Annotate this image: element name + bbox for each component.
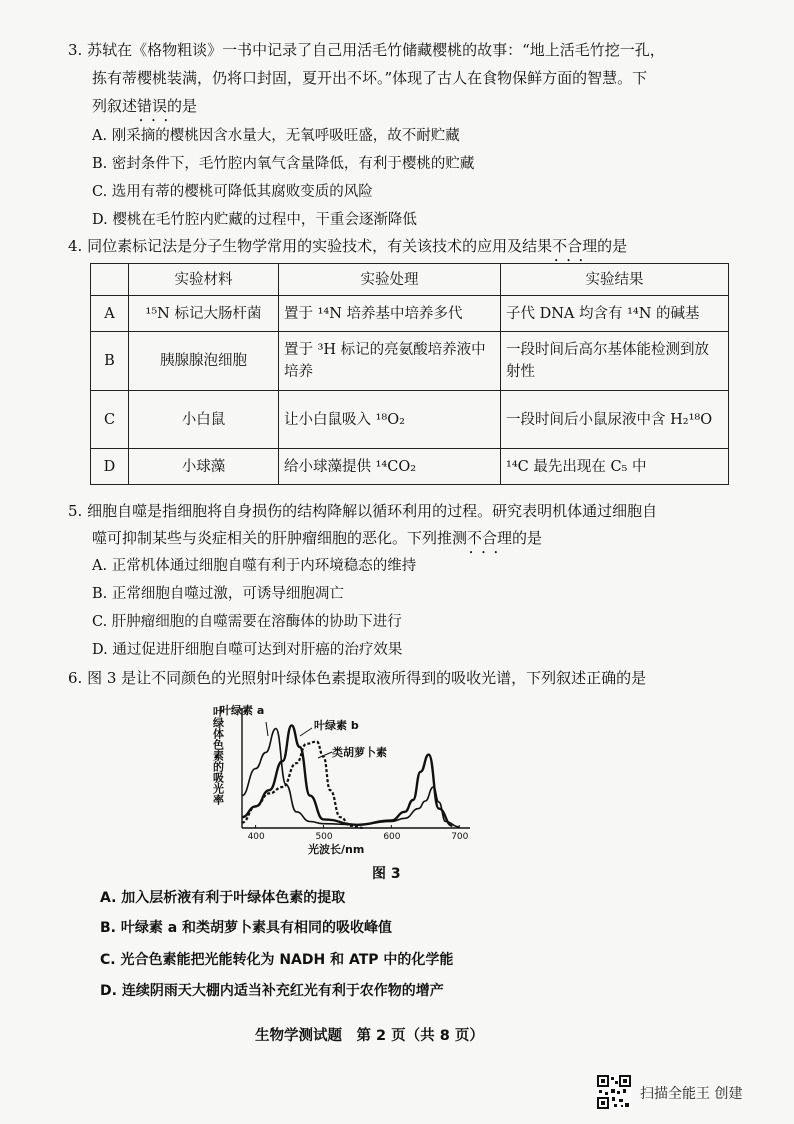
q3-stem-post: 的是: [167, 97, 198, 115]
q3-stem-line1: 3. 苏轼在《格物粗谈》一书中记录了自己用活毛竹储藏樱桃的故事：“地上活毛竹挖一孔，: [68, 41, 665, 59]
q5-stem-pre: 噬可抑制某些与炎症相关的肝肿瘤细胞的恶化。下列推测: [92, 529, 468, 547]
q6-option-d[interactable]: D. 连续阴雨天大棚内适当补充红光有利于农作物的增产: [100, 983, 444, 999]
page-footer: 生物学测试题 第 2 页（共 8 页）: [255, 1028, 484, 1044]
row-letter: D: [91, 449, 129, 485]
qr-code-icon: [597, 1075, 631, 1109]
table-row[interactable]: [91, 296, 729, 332]
q5-stem-line1: 5. 细胞自噬是指细胞将自身损伤的结构降解以循环利用的过程。研究表明机体通过细胞自: [68, 502, 658, 520]
q4-stem: [68, 236, 627, 256]
q3-option-b[interactable]: B. 密封条件下，毛竹腔内氧气含量降低，有利于樱桃的贮藏: [92, 156, 475, 172]
q5-option-d[interactable]: D. 通过促进肝细胞自噬可达到对肝癌的治疗效果: [92, 642, 403, 658]
q5-option-b[interactable]: B. 正常细胞自噬过激，可诱导细胞凋亡: [92, 586, 344, 602]
row-letter: C: [91, 390, 129, 449]
row-material: 小白鼠: [129, 390, 279, 449]
q5-stem-line2: [92, 528, 542, 548]
row-result: 一段时间后小鼠尿液中含 H₂¹⁸O: [501, 390, 729, 449]
table-row[interactable]: [91, 449, 729, 485]
q6-stem: 6. 图 3 是让不同颜色的光照射叶绿体色素提取液所得到的吸收光谱，下列叙述正确的是: [68, 669, 647, 687]
scanner-watermark: 扫描全能王 创建: [640, 1086, 743, 1102]
table-header-cell: [91, 264, 129, 296]
experiment-table: [90, 263, 729, 485]
q4-stem-post: 的是: [597, 237, 628, 255]
q5-emphasis: 不合理 • • •: [467, 528, 512, 548]
x-tick-label: 600: [383, 832, 401, 842]
x-tick-label: 500: [315, 832, 333, 842]
q3-stem-line2: 拣有蒂樱桃装满，仍将口封固，夏开出不坏。”体现了古人在食物保鲜方面的智慧。下: [92, 69, 648, 87]
q5-option-a[interactable]: A. 正常机体通过细胞自噬有利于内环境稳态的维持: [92, 558, 417, 574]
x-axis-label: 光波长/nm: [308, 843, 365, 856]
row-material: 小球藻: [129, 449, 279, 485]
row-letter: A: [91, 296, 129, 332]
y-axis-label: 叶绿体色素的吸光率: [211, 706, 225, 805]
q5-stem-post: 的是: [512, 529, 543, 547]
row-material: 胰腺腺泡细胞: [129, 332, 279, 391]
pointer-line-a: [266, 722, 268, 736]
figure-caption: 图 3: [372, 866, 401, 882]
q3-option-d[interactable]: D. 樱桃在毛竹腔内贮藏的过程中，干重会逐渐降低: [92, 212, 417, 228]
pointer-line-b: [300, 728, 312, 736]
label-chlorophyll-b: 叶绿素 b: [314, 719, 359, 732]
row-treatment: 置于 ³H 标记的亮氨酸培养液中培养: [279, 332, 501, 391]
q3-stem-pre: 列叙述: [92, 97, 138, 115]
q6-option-a[interactable]: A. 加入层析液有利于叶绿体色素的提取: [100, 890, 346, 906]
table-header-cell: 实验材料: [129, 264, 279, 296]
q4-stem-pre: 4. 同位素标记法是分子生物学常用的实验技术，有关该技术的应用及结果: [68, 237, 553, 255]
row-result: 子代 DNA 均含有 ¹⁴N 的碱基: [501, 296, 729, 332]
q3-option-a[interactable]: A. 刚采摘的樱桃因含水量大，无氧呼吸旺盛，故不耐贮藏: [92, 128, 460, 144]
q4-emphasis: 不合理 • • •: [552, 236, 597, 256]
x-tick-label: 400: [247, 832, 265, 842]
x-tick-label: 700: [451, 832, 469, 842]
row-treatment: 让小白鼠吸入 ¹⁸O₂: [279, 390, 501, 449]
table-header-row: [91, 264, 729, 296]
row-result: ¹⁴C 最先出现在 C₅ 中: [501, 449, 729, 485]
q3-emphasis: 错误 • • •: [137, 96, 167, 116]
row-treatment: 给小球藻提供 ¹⁴CO₂: [279, 449, 501, 485]
row-result: 一段时间后高尔基体能检测到放射性: [501, 332, 729, 391]
series-line-chlorophyll-b: [242, 725, 452, 825]
q3-stem-line3: [92, 96, 197, 116]
label-chlorophyll-a: 叶绿素 a: [220, 704, 265, 717]
q5-option-c[interactable]: C. 肝肿瘤细胞的自噬需要在溶酶体的协助下进行: [92, 614, 402, 630]
row-material: ¹⁵N 标记大肠杆菌: [129, 296, 279, 332]
table-row[interactable]: [91, 332, 729, 391]
table-row[interactable]: [91, 390, 729, 449]
table-header-cell: 实验处理: [279, 264, 501, 296]
q3-option-c[interactable]: C. 选用有蒂的樱桃可降低其腐败变质的风险: [92, 184, 373, 200]
table-header-cell: 实验结果: [501, 264, 729, 296]
label-carotenoid: 类胡萝卜素: [332, 746, 387, 759]
q6-option-c[interactable]: C. 光合色素能把光能转化为 NADH 和 ATP 中的化学能: [100, 952, 454, 968]
absorption-spectrum-chart: [208, 700, 478, 860]
q6-option-b[interactable]: B. 叶绿素 a 和类胡萝卜素具有相同的吸收峰值: [100, 920, 393, 936]
row-treatment: 置于 ¹⁴N 培养基中培养多代: [279, 296, 501, 332]
row-letter: B: [91, 332, 129, 391]
